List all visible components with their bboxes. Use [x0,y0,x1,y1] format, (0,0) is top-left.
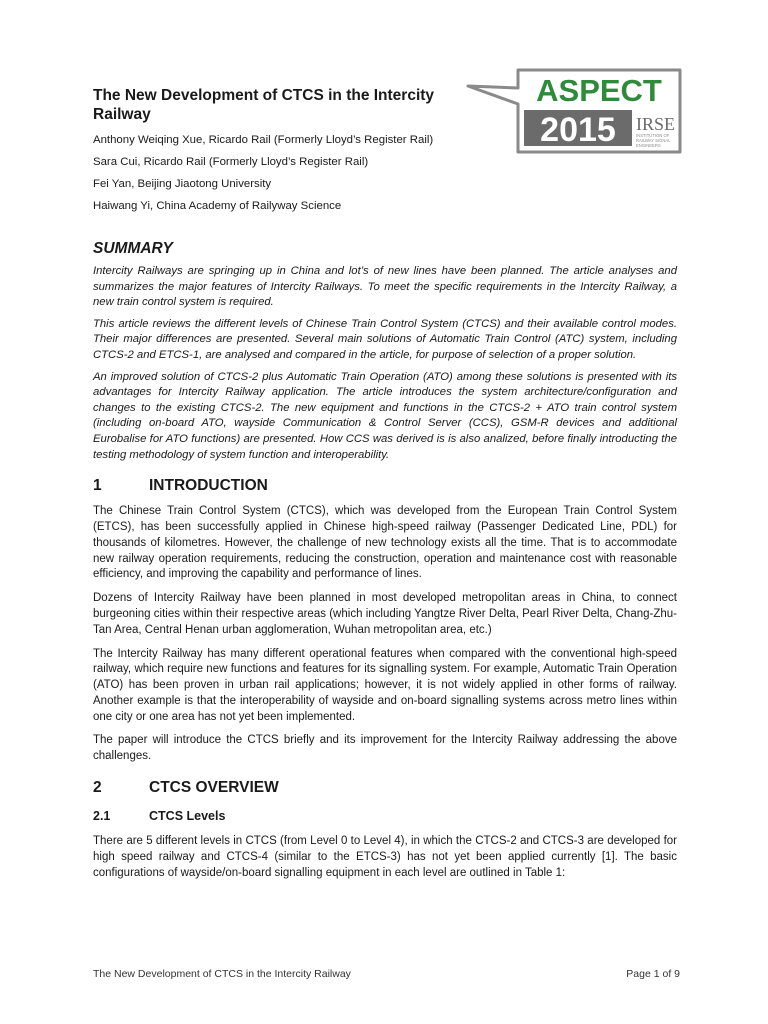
summary-paragraph: This article reviews the different levels of Chinese Train Control System (CTCS) and their available control modes. Their major differences are presented. Several main solutions of Automatic Train Control (ATC) system, including CTCS-2 and ETCS-1, are analysed and compared in the article, for purpose of selection of a proper solution. [93,317,677,361]
section-title: CTCS OVERVIEW [149,779,279,797]
author-line: Sara Cui, Ricardo Rail (Formerly Lloyd’s Register Rail) [93,156,369,168]
author-line: Fei Yan, Beijing Jiaotong University [93,178,272,190]
subsection-number: 2.1 [93,809,111,824]
section-title: INTRODUCTION [149,477,268,495]
body-paragraph: Dozens of Intercity Railway have been planned in most developed metropolitan areas in China, to connect burgeoning cities within their respective areas (which including Yangtze River Delta, Pearl River Delta, Chang-Zhu-Tan Area, Central Henan urban agglomeration, Wuhan metropolitan area, etc.) [93,592,677,636]
section-number: 1 [93,477,102,495]
subsection-title: CTCS Levels [149,809,226,824]
logo-org-line: ENGINEERS [636,143,661,148]
logo-org: IRSE [636,114,676,134]
body-paragraph: There are 5 different levels in CTCS (from Level 0 to Level 4), in which the CTCS-2 and CTCS-3 are developed for high speed railway and CTCS-4 (similar to the ETCS-3) has not yet been applied currently [1]. The basic configurations of wayside/on-board signalling equipment in each level are outlined in Table 1: [93,835,677,879]
author-line: Anthony Weiqing Xue, Ricardo Rail (Formerly Lloyd’s Register Rail) [93,134,434,146]
section-heading-introduction [93,477,677,495]
section-number: 2 [93,779,102,797]
summary-paragraph: An improved solution of CTCS-2 plus Automatic Train Operation (ATO) among these solutions is presented with its advantages for Intercity Railway application. The article introduces the system architecture/configuration and changes to the existing CTCS-2. The new equipment and functions in the CTCS-2 + ATO train control system (including on-board ATO, wayside Communication & Control Server (CCS), GSM-R devices and additional Eurobalise for ATO functions) are presented. How CCS was derived is is also analized, before finally introducting the testing methodology of system function and interoperability. [93,370,677,461]
footer-title: The New Development of CTCS in the Intercity Railway [93,968,351,980]
author-line: Haiwang Yi, China Academy of Railyway Science [93,200,342,212]
body-paragraph: The paper will introduce the CTCS briefly and its improvement for the Intercity Railway addressing the above challenges. [93,734,677,763]
aspect-2015-logo [462,64,684,158]
logo-word: ASPECT [536,73,662,108]
subsection-heading-ctcs-levels [93,809,677,824]
paper-title: The New Development of CTCS in the Intercity Railway [93,87,435,123]
body-paragraph: The Intercity Railway has many different operational features when compared with the conventional high-speed railway, which require new functions and features for its signalling system. For example, Automatic Train Operation (ATO) has been proven in urban rail applications; however, it is not widely applied in other forms of railway. Another example is that the interoperability of wayside and on-board signalling systems across metro lines within one city or one area has not yet been implemented. [93,647,677,723]
summary-heading: SUMMARY [93,240,173,257]
section-heading-ctcs-overview [93,779,677,797]
summary-paragraph: Intercity Railways are springing up in China and lot’s of new lines have been planned. The article analyses and summarizes the major features of Intercity Railways. To meet the specific requirements in the Intercity Railway, a new train control system is required. [93,265,677,309]
logo-org-line: RAILWAY SIGNAL [636,138,671,143]
author-list [93,129,513,217]
logo-year: 2015 [540,111,616,149]
main-content [93,240,677,889]
page-number: Page 1 of 9 [626,968,680,980]
logo-org-line: INSTITUTION OF [636,133,670,138]
body-paragraph: The Chinese Train Control System (CTCS), which was developed from the European Train Control System (ETCS), has been successfully applied in Chinese high-speed railway (Passenger Dedicated Line, PDL) for thousands of kilometres. However, the challenge of new technology exists all the time. That is to accommodate new railway operation requirements, reducing the construction, operation and maintenance cost with reasonable efficiency, and improving the capability and performance of lines. [93,505,677,581]
